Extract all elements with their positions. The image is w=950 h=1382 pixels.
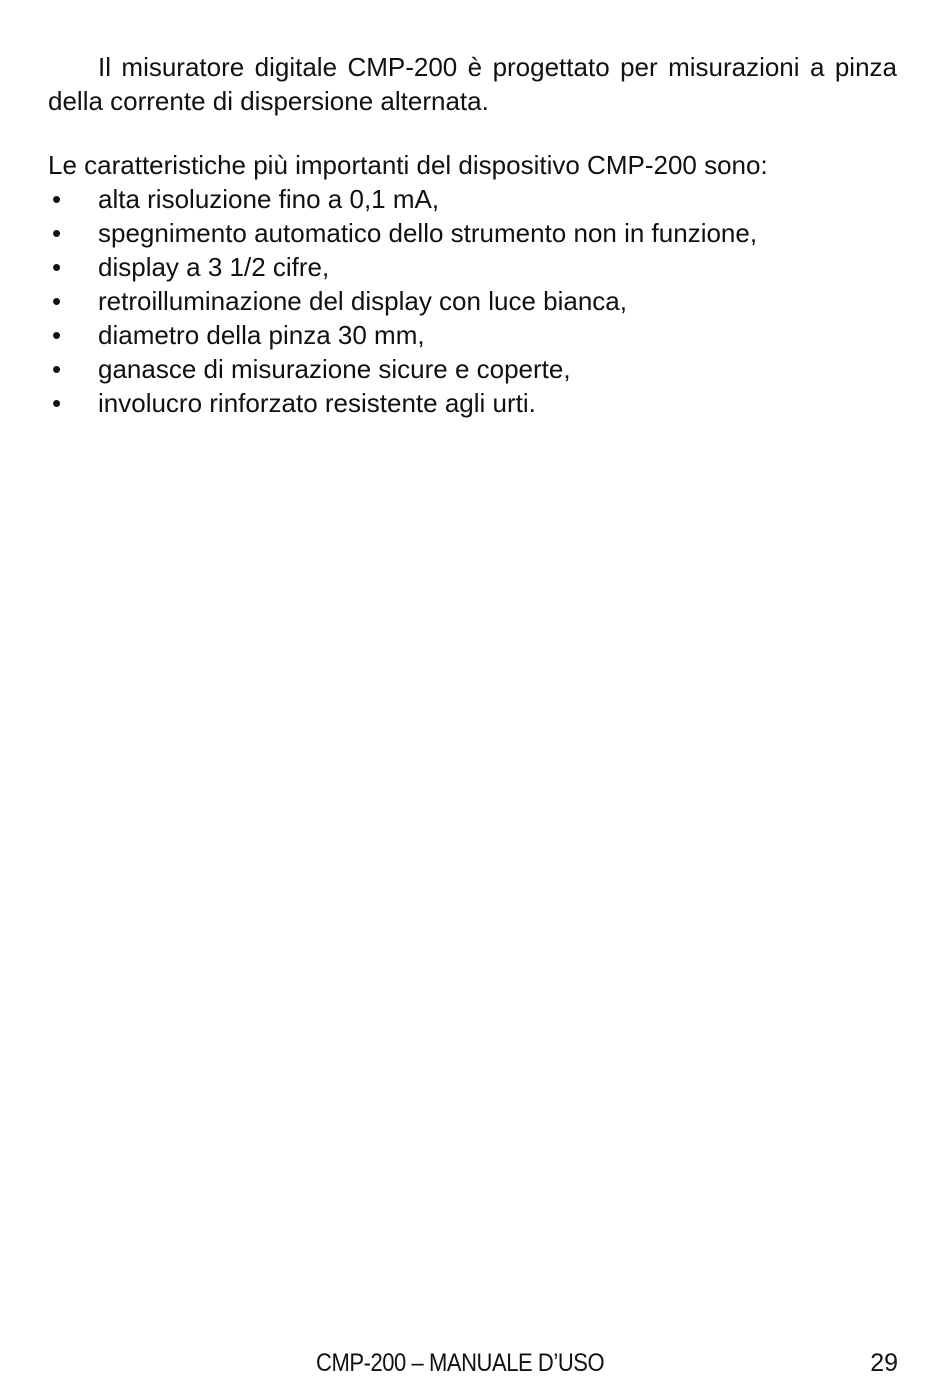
page-content	[48, 50, 897, 420]
page-number: 29	[870, 1349, 898, 1377]
list-item	[48, 216, 897, 250]
feature-text: display a 3 1/2 cifre,	[98, 252, 330, 282]
bullet-icon: •	[52, 354, 62, 384]
bullet-icon: •	[52, 388, 62, 418]
page-footer	[0, 1345, 950, 1381]
bullet-icon: •	[52, 286, 62, 316]
list-item	[48, 386, 897, 420]
bullet-icon: •	[52, 218, 62, 248]
features-heading: Le caratteristiche più importanti del dispositivo CMP-200 sono:	[48, 150, 768, 180]
feature-list	[48, 182, 897, 420]
intro-paragraph: Il misuratore digitale CMP-200 è progettato per misurazioni a pinza della corrente di dispersione alternata.	[48, 52, 897, 116]
list-item	[48, 182, 897, 216]
feature-text: involucro rinforzato resistente agli urti.	[98, 388, 536, 418]
list-item	[48, 284, 897, 318]
list-item	[48, 318, 897, 352]
list-item	[48, 250, 897, 284]
bullet-icon: •	[52, 184, 62, 214]
feature-text: diametro della pinza 30 mm,	[98, 320, 425, 350]
feature-text: ganasce di misurazione sicure e coperte,	[98, 354, 571, 384]
bullet-icon: •	[52, 252, 62, 282]
footer-title: CMP-200 – MANUALE D’USO	[316, 1349, 605, 1377]
list-item	[48, 352, 897, 386]
feature-text: spegnimento automatico dello strumento non in funzione,	[98, 218, 758, 248]
feature-text: retroilluminazione del display con luce bianca,	[98, 286, 627, 316]
feature-text: alta risoluzione fino a 0,1 mA,	[98, 184, 440, 214]
bullet-icon: •	[52, 320, 62, 350]
